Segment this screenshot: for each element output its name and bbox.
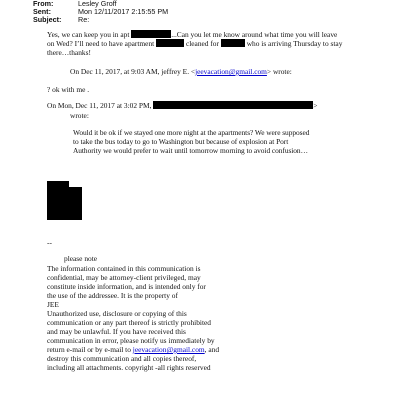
- from-label: From:: [33, 0, 54, 8]
- disclaimer-line: destroy this communication and all copies thereof,: [47, 354, 197, 363]
- reply-text: on Wed? I’ll need to have apartment: [47, 39, 155, 48]
- disclaimer-line: and may be unlawful. If you have received this: [47, 327, 186, 336]
- quote1-text: ? ok with me .: [47, 85, 90, 94]
- disclaimer-line: JEE: [47, 300, 59, 309]
- reply-text: ...Can you let me know around what time you will leave: [171, 30, 338, 39]
- sent-value: Mon 12/11/2017 2:15:55 PM: [78, 7, 169, 16]
- redaction-bar: [131, 30, 171, 38]
- subject-value: Re:: [78, 15, 90, 24]
- quote2-line-3: Authority we would prefer to wait until tomorrow morning to avoid confusion…: [73, 146, 308, 155]
- email-header: [33, 0, 168, 24]
- quote2-line-1: Would it be ok if we stayed one more night at the apartments? We were supposed: [73, 128, 310, 137]
- reply-text: cleaned for: [185, 39, 219, 48]
- disclaimer-line: constitute inside information, and is intended only for: [47, 282, 206, 291]
- redaction-bar: [221, 39, 245, 47]
- please-note: please note: [64, 254, 98, 263]
- quote2-wrote: wrote:: [70, 111, 89, 120]
- quote2-line-2: to take the bus today to go to Washington but because of explosion at Port: [73, 137, 289, 146]
- redaction-bar: [156, 39, 184, 47]
- subject-label: Subject:: [33, 15, 62, 24]
- quote-header-text: > wrote:: [266, 67, 292, 76]
- sent-label: Sent:: [33, 7, 51, 16]
- reply-text: who is arriving Thursday to stay: [246, 39, 343, 48]
- disclaimer-line: including all attachments. copyright -all rights reserved: [47, 363, 211, 372]
- quote2-header: [47, 101, 317, 110]
- disclaimer-return-line: [47, 345, 219, 354]
- reply-line-3: there…thanks!: [47, 48, 91, 57]
- disclaimer-text: , and: [204, 345, 220, 354]
- quote-header-text: >: [313, 101, 318, 110]
- quote1-header: [70, 67, 292, 76]
- from-value: Lesley Groff: [78, 0, 117, 8]
- disclaimer-line: confidential, may be attorney-client privileged, may: [47, 273, 201, 282]
- redaction-bar: [153, 101, 313, 109]
- email-link[interactable]: jeevacation@gmail.com: [195, 67, 267, 76]
- disclaimer-line: communication in error, please notify us immediately by: [47, 336, 215, 345]
- signature-dashes: --: [47, 238, 52, 247]
- disclaimer-line: The information contained in this communication is: [47, 264, 201, 273]
- quote-header-text: On Dec 11, 2017, at 9:03 AM, jeffrey E. <: [70, 67, 196, 76]
- quote-header-text: On Mon, Dec 11, 2017 at 3:02 PM,: [47, 101, 152, 110]
- redaction-block: [47, 187, 82, 220]
- disclaimer-line: the use of the addressee. It is the property of: [47, 291, 178, 300]
- disclaimer-line: Unauthorized use, disclosure or copying of this: [47, 309, 187, 318]
- reply-text: Yes, we can keep you in apt: [47, 30, 130, 39]
- email-link[interactable]: jeevacation@gmail.com: [132, 345, 205, 354]
- disclaimer-text: return e-mail or by e-mail to: [47, 345, 131, 354]
- reply-line-2: [47, 39, 342, 48]
- reply-line-1: [47, 30, 337, 39]
- disclaimer-line: communication or any part thereof is strictly prohibited: [47, 318, 211, 327]
